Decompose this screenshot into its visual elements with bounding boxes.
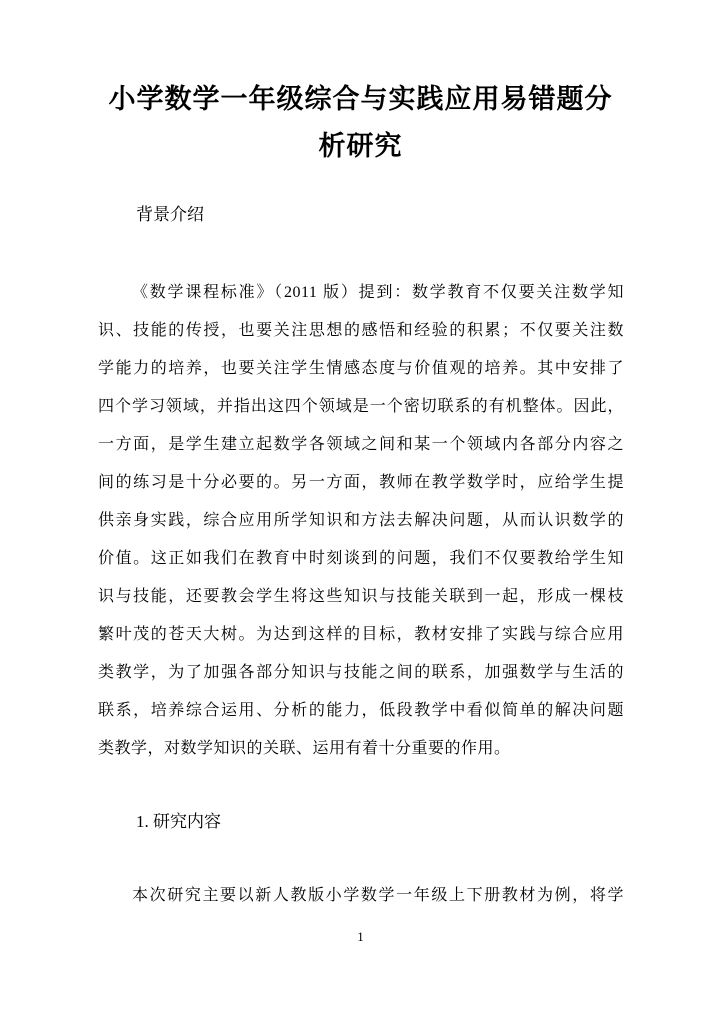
- text-line: 一方面，是学生建立起数学各领域之间和某一个领域内各部分内容之: [98, 436, 624, 453]
- section-heading-background-intro: 背景介绍: [136, 205, 204, 224]
- section-heading-research-content: 1. 研究内容: [136, 812, 221, 831]
- paragraph-research-content: [98, 877, 624, 915]
- text-line: 类教学，为了加强各部分知识与技能之间的联系，加强数学与生活的: [98, 664, 624, 681]
- text-line: 繁叶茂的苍天大树。为达到这样的目标，教材安排了实践与综合应用: [98, 626, 624, 643]
- text-line: 识、技能的传授，也要关注思想的感悟和经验的积累；不仅要关注数: [98, 322, 624, 339]
- page-number: 1: [357, 929, 364, 944]
- text-line: 价值。这正如我们在教育中时刻谈到的问题，我们不仅要教给学生知: [98, 550, 624, 567]
- text-line: 联系，培养综合运用、分析的能力，低段教学中看似简单的解决问题: [98, 702, 624, 719]
- text-line: 供亲身实践，综合应用所学知识和方法去解决问题，从而认识数学的: [98, 512, 624, 529]
- text-line: 本次研究主要以新人教版小学数学一年级上下册教材为例，将学: [132, 887, 624, 904]
- text-line: 识与技能，还要教会学生将这些知识与技能关联到一起，形成一棵枝: [98, 588, 624, 605]
- text-line: 析研究: [318, 131, 403, 161]
- document-title: [60, 76, 661, 170]
- page-footer: [0, 929, 721, 945]
- text-line: 四个学习领域，并指出这四个领域是一个密切联系的有机整体。因此，: [98, 398, 624, 415]
- text-line: 学能力的培养，也要关注学生情感态度与价值观的培养。其中安排了: [98, 360, 624, 377]
- text-line: 《数学课程标准》（2011 版）提到：数学教育不仅要关注数学知: [132, 284, 624, 301]
- text-line: 间的练习是十分必要的。另一方面，教师在教学数学时，应给学生提: [98, 474, 624, 491]
- text-line: 小学数学一年级综合与实践应用易错题分: [108, 84, 613, 114]
- text-line: 类教学，对数学知识的关联、运用有着十分重要的作用。: [98, 740, 511, 757]
- paragraph-background-intro: [98, 274, 624, 768]
